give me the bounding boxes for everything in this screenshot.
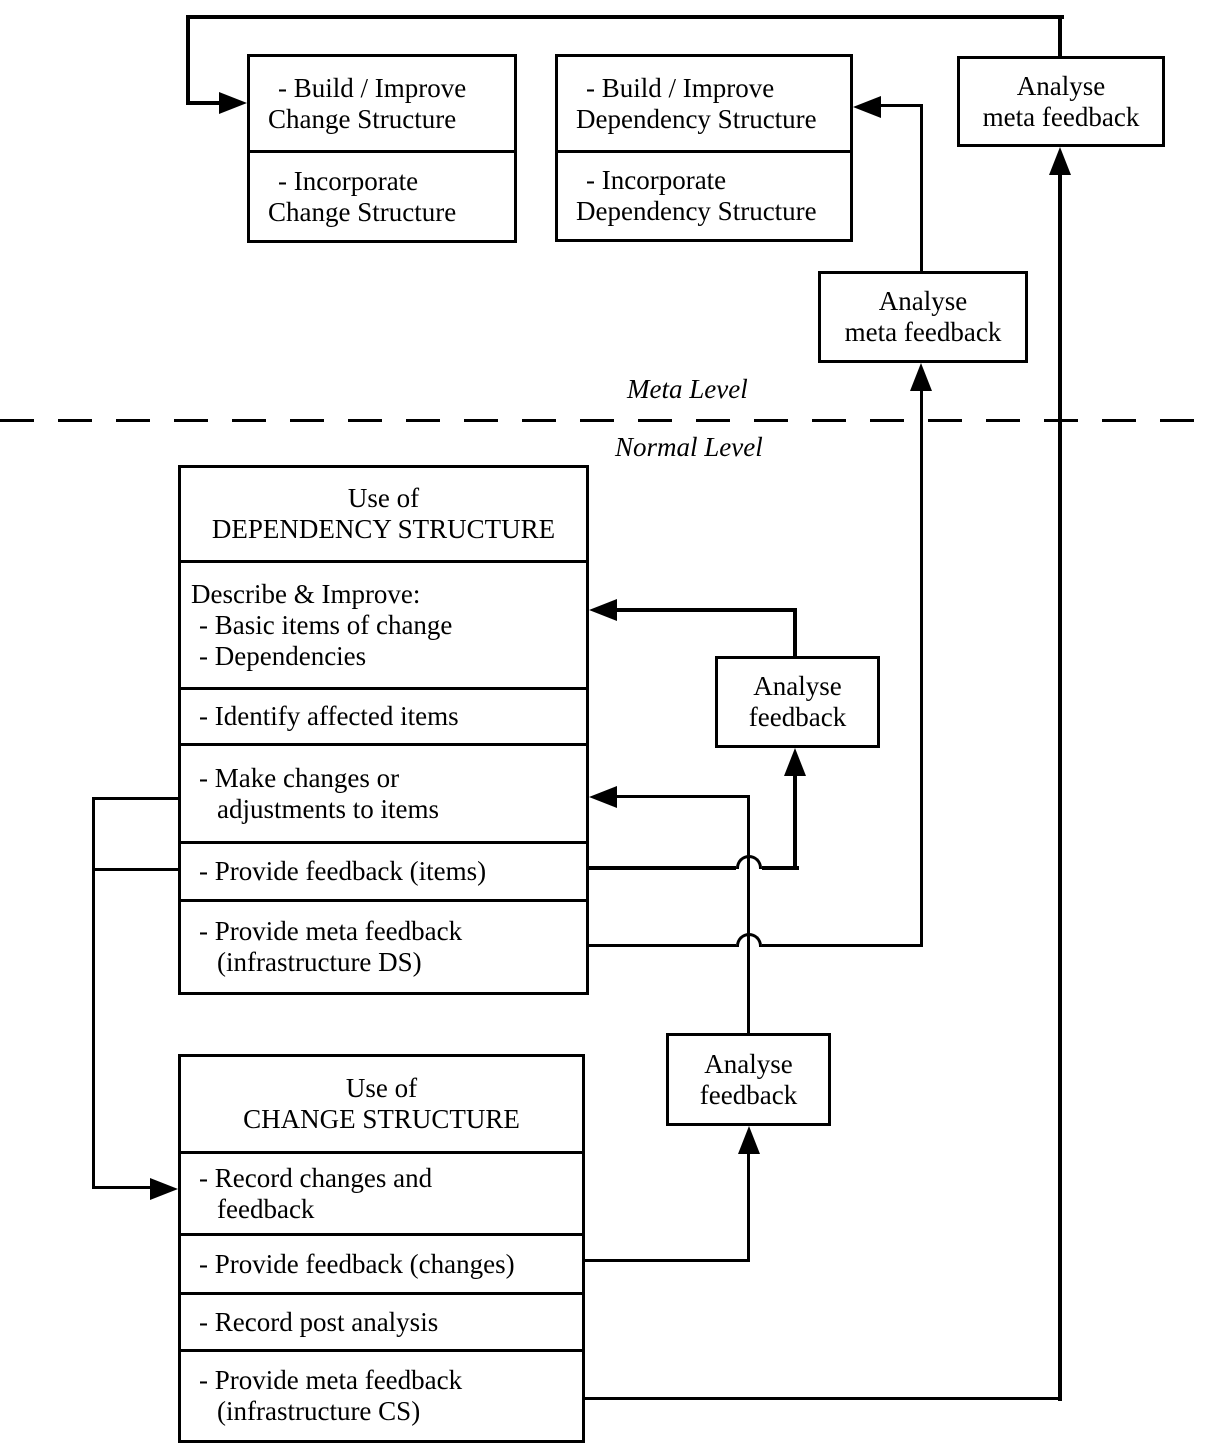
arrow-into-analyse-meta-mid-icon <box>910 363 932 391</box>
loop-into-change-line <box>186 101 220 105</box>
arrow-into-build-change-icon <box>219 92 247 114</box>
analyse-meta-mid-out-v-line <box>920 104 923 271</box>
normal-level-label: Normal Level <box>615 432 763 462</box>
cell-ds-describe-improve: Describe & Improve: - Basic items of change - Dependencies <box>181 563 586 690</box>
node-analyse-feedback-mid <box>715 656 880 748</box>
arrow-into-analyse-feedback-mid-icon <box>784 748 806 776</box>
cell-build-improve-dependency: - Build / Improve Dependency Structure <box>558 57 850 153</box>
meta-feedback-ds-h-line-right <box>762 944 923 947</box>
meta-feedback-cs-long-line <box>1058 173 1062 1401</box>
node-use-of-change-structure <box>178 1054 585 1443</box>
analyse-feedback-mid-out-v-line <box>793 608 797 656</box>
meta-feedback-cs-h-line <box>585 1397 1062 1400</box>
cell-incorporate-dependency: - Incorporate Dependency Structure <box>576 165 817 226</box>
node-analyse-feedback-low <box>666 1033 831 1126</box>
feedback-items-h-line-left <box>589 866 736 870</box>
cell-ds-provide-meta-feedback: - Provide meta feedback (infrastructure DS) <box>199 916 463 977</box>
cell-cs-record-changes: - Record changes and feedback <box>181 1154 582 1236</box>
arrow-into-make-changes-icon <box>589 786 617 808</box>
record-link-v-line <box>92 797 95 1189</box>
record-link-top-h-line <box>92 797 178 800</box>
analyse-feedback-low-out-v-line <box>747 795 750 1033</box>
node-analyse-meta-feedback-top <box>957 56 1165 147</box>
node-analyse-meta-feedback-mid <box>818 271 1028 363</box>
cell-analyse-meta-feedback-mid: Analyse meta feedback <box>844 286 1002 347</box>
arrow-into-build-dependency-icon <box>853 96 881 118</box>
loop-right-line <box>1058 15 1062 59</box>
node-meta-change-structure <box>247 54 517 243</box>
cell-incorporate-change: - Incorporate Change Structure <box>268 165 457 227</box>
meta-feedback-ds-v-line <box>920 389 923 947</box>
cell-cs-header: Use of CHANGE STRUCTURE <box>181 1057 582 1154</box>
meta-feedback-ds-h-line-left <box>589 944 736 947</box>
node-use-of-dependency-structure <box>178 465 589 995</box>
cell-cs-provide-meta-feedback: - Provide meta feedback (infrastructure CS) <box>199 1365 463 1426</box>
feedback-changes-v-line <box>747 1152 750 1262</box>
cell-ds-header: Use of DEPENDENCY STRUCTURE <box>181 468 586 563</box>
cell-analyse-feedback-low: Analyse feedback <box>699 1048 798 1110</box>
arrow-into-analyse-meta-top-icon <box>1049 147 1071 175</box>
analyse-feedback-mid-out-h-line <box>617 608 797 612</box>
cell-ds-provide-feedback-items: - Provide feedback (items) <box>181 844 586 902</box>
loop-top-line <box>186 15 1064 19</box>
record-link-mid-h-line <box>92 868 178 871</box>
node-meta-dependency-structure <box>555 54 853 242</box>
arrow-into-record-changes-icon <box>150 1178 178 1200</box>
level-separator-dashed-line <box>0 419 1211 422</box>
cell-analyse-meta-feedback-top: Analyse meta feedback <box>982 70 1140 132</box>
loop-left-line <box>186 15 190 105</box>
feedback-items-v-line <box>793 774 797 870</box>
analyse-feedback-low-out-h-line <box>617 795 749 798</box>
arrow-into-analyse-feedback-low-icon <box>738 1126 760 1154</box>
cell-build-improve-change: - Build / Improve Change Structure <box>250 57 514 153</box>
cell-analyse-feedback-mid: Analyse feedback <box>748 671 847 732</box>
cell-cs-provide-feedback-changes: - Provide feedback (changes) <box>181 1236 582 1295</box>
cell-ds-make-changes: - Make changes or adjustments to items <box>181 746 586 844</box>
meta-level-label: Meta Level <box>627 374 748 404</box>
cell-cs-record-post-analysis: - Record post analysis <box>181 1295 582 1352</box>
feedback-changes-h-line <box>585 1259 749 1262</box>
feedback-items-h-line-right <box>762 866 799 870</box>
analyse-meta-mid-out-h-line <box>881 104 923 107</box>
record-link-bottom-h-line <box>92 1186 152 1189</box>
cell-ds-identify-items: - Identify affected items <box>181 690 586 746</box>
arrow-into-describe-improve-icon <box>589 599 617 621</box>
